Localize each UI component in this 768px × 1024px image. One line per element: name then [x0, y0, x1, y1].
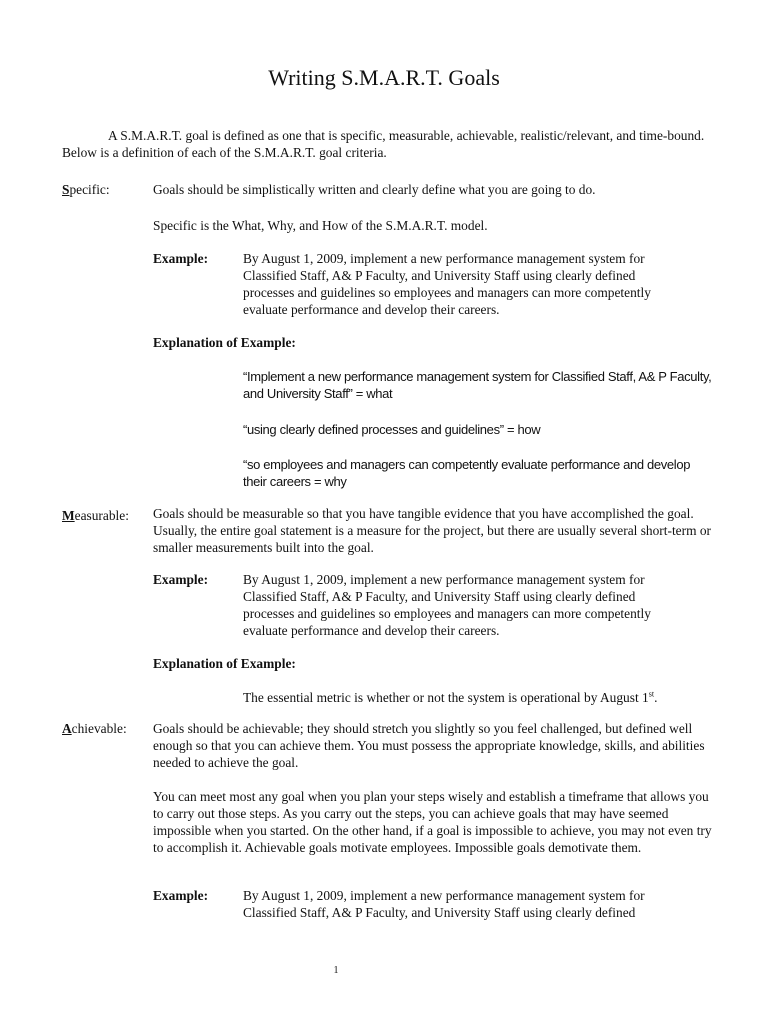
page-number: 1	[333, 965, 339, 976]
intro-paragraph: A S.M.A.R.T. goal is defined as one that is specific, measurable, achievable, realistic/relevant, and time-bound. Below is a definition of each of the S.M.A.R.T. goal criteria.	[62, 128, 705, 160]
metric-text: The essential metric is whether or not the system is operational by August 1	[243, 690, 649, 705]
specific-explanation-what: “Implement a new performance management system for Classified Staff, A& P Faculty, and University Staff” = what	[243, 369, 712, 401]
measurable-example-text: By August 1, 2009, implement a new performance management system for Classified Staff, A& P Faculty, and University Staff using clearly defined processes and guidelines so employees and managers can more competently evaluate performance and develop their careers.	[243, 572, 651, 638]
measurable-initial: M	[62, 508, 75, 523]
metric-superscript: st	[648, 689, 655, 699]
achievable-example-text: By August 1, 2009, implement a new performance management system for Classified Staff, A& P Faculty, and University Staff using clearly defined	[243, 888, 645, 920]
achievable-example-label: Example:	[153, 888, 209, 903]
section-label-specific	[62, 181, 110, 198]
specific-explanation-how: “using clearly defined processes and guidelines” = how	[243, 422, 541, 437]
specific-explanation-why: “so employees and managers can competently evaluate performance and develop their careers = why	[243, 457, 691, 489]
measurable-label-rest: easurable:	[74, 508, 129, 523]
specific-example-text: By August 1, 2009, implement a new performance management system for Classified Staff, A& P Faculty, and University Staff using clearly defined processes and guidelines so employees and managers can more competently evaluate performance and develop their careers.	[243, 251, 651, 317]
measurable-explanation-label: Explanation of Example:	[153, 656, 296, 671]
specific-definition: Goals should be simplistically written and clearly define what you are going to do.	[153, 182, 596, 197]
section-label-measurable	[62, 507, 129, 524]
measurable-metric	[243, 689, 713, 706]
achievable-definition: Goals should be achievable; they should stretch you slightly so you feel challenged, but defined well enough so that you can achieve them. You must possess the appropriate knowledge, skills, and abilities needed to achieve the goal.	[153, 721, 705, 770]
document-title: Writing S.M.A.R.T. Goals	[268, 65, 500, 90]
achievable-initial: A	[62, 721, 72, 736]
specific-example-label: Example:	[153, 251, 209, 266]
measurable-definition: Goals should be measurable so that you have tangible evidence that you have accomplished the goal. Usually, the entire goal statement is a measure for the project, but there are usually several short-term or smaller measurements built into the goal.	[153, 506, 711, 555]
achievable-label-rest: chievable:	[71, 721, 127, 736]
metric-end: .	[654, 690, 658, 705]
specific-initial: S	[62, 182, 70, 197]
measurable-example-label: Example:	[153, 572, 209, 587]
section-label-achievable	[62, 720, 127, 737]
achievable-paragraph-2: You can meet most any goal when you plan your steps wisely and establish a timeframe that allows you to carry out those steps. As you carry out the steps, you can achieve goals that may have seemed impossible when you started. On the other hand, if a goal is impossible to achieve, you may not even try to accomplish it. Achievable goals motivate employees. Impossible goals demotivate them.	[153, 789, 712, 855]
specific-explanation-label: Explanation of Example:	[153, 335, 296, 350]
specific-label-rest: pecific:	[69, 182, 110, 197]
specific-note: Specific is the What, Why, and How of the S.M.A.R.T. model.	[153, 218, 488, 233]
